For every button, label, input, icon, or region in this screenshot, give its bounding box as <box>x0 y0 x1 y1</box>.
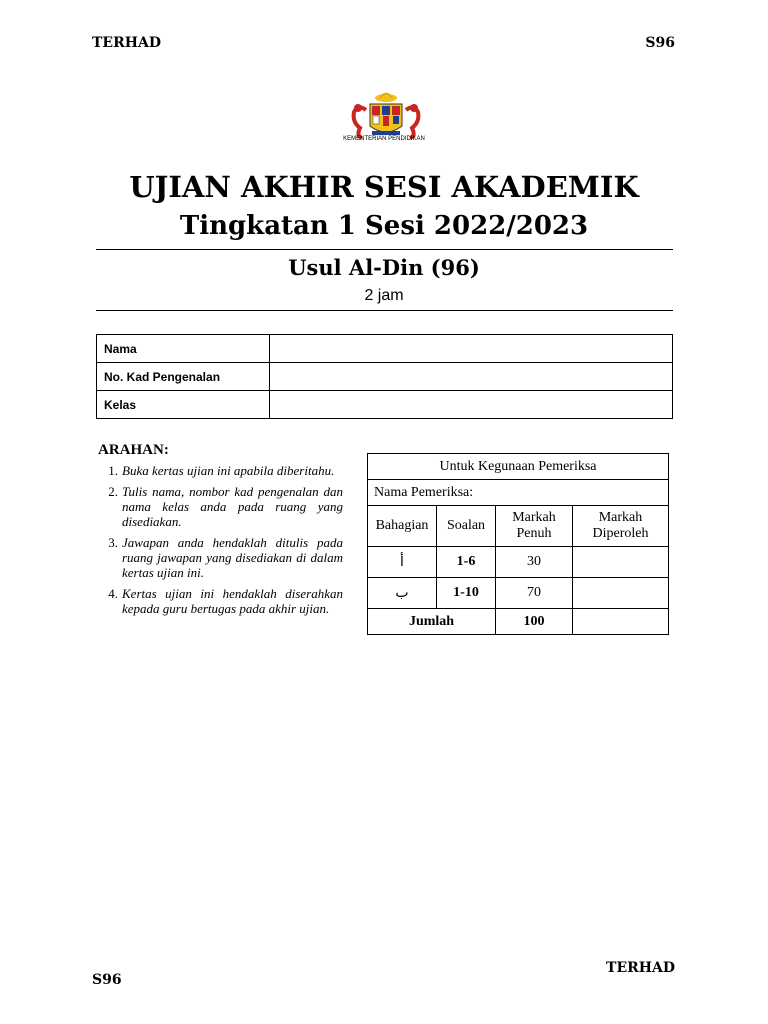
footer-classification: TERHAD <box>606 960 675 976</box>
list-item <box>100 463 343 478</box>
row-markah-diperoleh[interactable] <box>573 547 669 578</box>
header-markah-penuh-line1: Markah <box>512 510 556 525</box>
title-divider <box>96 249 673 250</box>
instruction-number: 1. <box>108 463 118 478</box>
row-markah-penuh: 30 <box>496 547 573 578</box>
exam-duration: 2 jam <box>364 287 404 304</box>
examiner-table <box>367 453 669 635</box>
instruction-text: Tulis nama, nombor kad pengenalan dan nama kelas anda pada ruang yang disediakan. <box>122 484 343 529</box>
row-soalan: 1-10 <box>437 578 496 609</box>
table-header-row <box>368 506 669 547</box>
instruction-number: 2. <box>108 484 118 499</box>
instructions-list <box>100 463 343 622</box>
instruction-number: 3. <box>108 535 118 550</box>
header-soalan: Soalan <box>437 506 496 547</box>
exam-subtitle: Tingkatan 1 Sesi 2022/2023 <box>179 211 589 241</box>
list-item <box>100 535 343 580</box>
table-row <box>97 391 673 419</box>
row-soalan: 1-6 <box>437 547 496 578</box>
examiner-name-label: Nama Pemeriksa: <box>368 480 669 506</box>
table-row <box>368 547 669 578</box>
instruction-number: 4. <box>108 586 118 601</box>
info-label-nama: Nama <box>97 335 270 363</box>
info-field-nama[interactable] <box>270 335 673 363</box>
row-markah-penuh: 70 <box>496 578 573 609</box>
row-bahagian: ب <box>368 578 437 609</box>
header-code: S96 <box>645 35 675 51</box>
list-item <box>100 484 343 529</box>
info-field-kelas[interactable] <box>270 391 673 419</box>
table-row <box>97 335 673 363</box>
header-markah-diperoleh-line1: Markah <box>598 510 643 525</box>
table-row <box>368 480 669 506</box>
footer-code: S96 <box>92 972 122 988</box>
list-item <box>100 586 343 616</box>
header-bahagian: Bahagian <box>368 506 437 547</box>
instructions-heading: ARAHAN: <box>98 442 169 458</box>
info-field-ic[interactable] <box>270 363 673 391</box>
row-bahagian: أ <box>368 547 437 578</box>
info-label-ic: No. Kad Pengenalan <box>97 363 270 391</box>
row-markah-diperoleh[interactable] <box>573 578 669 609</box>
instruction-text: Jawapan anda hendaklah ditulis pada ruang jawapan yang disediakan di dalam kertas ujian ini. <box>122 535 343 580</box>
student-info-table <box>96 334 673 419</box>
total-label: Jumlah <box>368 609 496 635</box>
header-markah-penuh <box>496 506 573 547</box>
instruction-text: Buka kertas ujian ini apabila diberitahu. <box>122 463 335 478</box>
instruction-text: Kertas ujian ini hendaklah diserahkan kepada guru bertugas pada akhir ujian. <box>122 586 343 616</box>
examiner-table-title: Untuk Kegunaan Pemeriksa <box>368 454 669 480</box>
header-classification: TERHAD <box>92 35 161 51</box>
total-diperoleh[interactable] <box>573 609 669 635</box>
subject-title: Usul Al-Din (96) <box>288 255 480 280</box>
total-value: 100 <box>496 609 573 635</box>
table-total-row <box>368 609 669 635</box>
info-label-kelas: Kelas <box>97 391 270 419</box>
table-row <box>97 363 673 391</box>
crest-label: KEMENTERIAN PENDIDIKAN <box>343 136 425 142</box>
subject-divider <box>96 310 673 311</box>
header-markah-diperoleh-line2: Diperoleh <box>592 526 649 541</box>
table-row <box>368 578 669 609</box>
table-row <box>368 454 669 480</box>
header-markah-diperoleh <box>573 506 669 547</box>
exam-title: UJIAN AKHIR SESI AKADEMIK <box>129 170 639 204</box>
header-markah-penuh-line2: Penuh <box>516 526 552 541</box>
